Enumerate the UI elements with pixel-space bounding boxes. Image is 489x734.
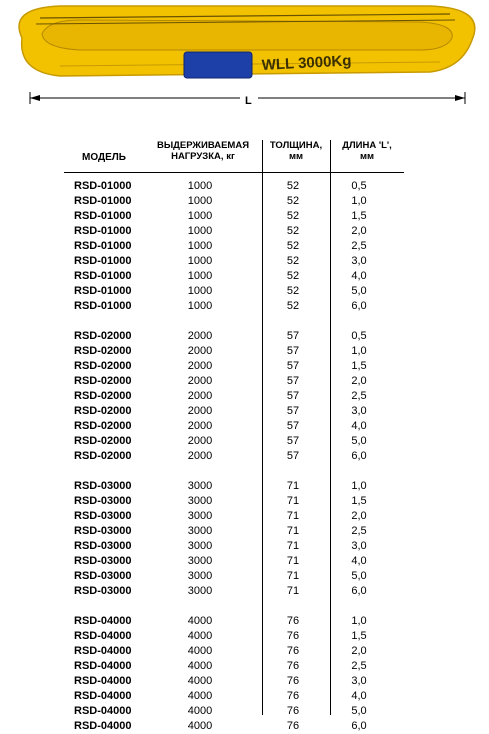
- model-cell: RSD-02000: [74, 450, 132, 462]
- header-load: ВЫДЕРЖИВАЕМАЯ НАГРУЗКА, кг: [156, 140, 250, 162]
- table-row: [64, 254, 404, 269]
- length-cell: 1,0: [351, 345, 367, 357]
- length-cell: 2,5: [351, 240, 367, 252]
- table-row: [64, 284, 404, 299]
- length-cell: 1,5: [351, 630, 367, 642]
- length-cell: 2,5: [351, 660, 367, 672]
- length-cell: 6,0: [351, 720, 367, 732]
- model-cell: RSD-02000: [74, 330, 132, 342]
- sling-tag: [184, 52, 252, 78]
- load-cell: 1000: [187, 240, 213, 252]
- length-cell: 1,0: [351, 615, 367, 627]
- length-cell: 2,5: [351, 390, 367, 402]
- load-cell: 2000: [187, 420, 213, 432]
- table-row: [64, 494, 404, 509]
- load-cell: 1000: [187, 285, 213, 297]
- thickness-cell: 71: [286, 585, 300, 597]
- model-cell: RSD-04000: [74, 720, 132, 732]
- length-cell: 0,5: [351, 180, 367, 192]
- table-row: [64, 479, 404, 494]
- thickness-cell: 76: [286, 705, 300, 717]
- model-cell: RSD-02000: [74, 435, 132, 447]
- table-row: [64, 509, 404, 524]
- load-cell: 3000: [187, 585, 213, 597]
- model-cell: RSD-01000: [74, 300, 132, 312]
- thickness-cell: 57: [286, 360, 300, 372]
- thickness-cell: 57: [286, 420, 300, 432]
- thickness-cell: 71: [286, 555, 300, 567]
- load-cell: 2000: [187, 435, 213, 447]
- thickness-cell: 57: [286, 390, 300, 402]
- load-cell: 2000: [187, 405, 213, 417]
- length-cell: 5,0: [351, 705, 367, 717]
- model-cell: RSD-01000: [74, 285, 132, 297]
- thickness-cell: 71: [286, 480, 300, 492]
- model-cell: RSD-01000: [74, 180, 132, 192]
- model-cell: RSD-03000: [74, 585, 132, 597]
- length-cell: 3,0: [351, 675, 367, 687]
- length-cell: 2,0: [351, 225, 367, 237]
- length-cell: 2,0: [351, 375, 367, 387]
- table-row: [64, 434, 404, 449]
- load-cell: 1000: [187, 300, 213, 312]
- thickness-cell: 71: [286, 525, 300, 537]
- table-row: [64, 614, 404, 629]
- thickness-cell: 52: [286, 300, 300, 312]
- model-cell: RSD-01000: [74, 225, 132, 237]
- table-row: [64, 554, 404, 569]
- table-row: [64, 224, 404, 239]
- length-cell: 4,0: [351, 420, 367, 432]
- thickness-cell: 52: [286, 195, 300, 207]
- table-row: [64, 239, 404, 254]
- model-cell: RSD-02000: [74, 345, 132, 357]
- table-row: [64, 449, 404, 464]
- thickness-cell: 76: [286, 720, 300, 732]
- model-cell: RSD-04000: [74, 675, 132, 687]
- model-cell: RSD-02000: [74, 390, 132, 402]
- model-cell: RSD-04000: [74, 645, 132, 657]
- table-row: [64, 209, 404, 224]
- length-cell: 2,0: [351, 510, 367, 522]
- thickness-cell: 76: [286, 675, 300, 687]
- load-cell: 3000: [187, 525, 213, 537]
- thickness-cell: 76: [286, 615, 300, 627]
- length-cell: 3,0: [351, 255, 367, 267]
- table-row: [64, 674, 404, 689]
- load-cell: 3000: [187, 495, 213, 507]
- length-cell: 5,0: [351, 570, 367, 582]
- load-cell: 3000: [187, 570, 213, 582]
- thickness-cell: 76: [286, 690, 300, 702]
- model-cell: RSD-04000: [74, 660, 132, 672]
- model-cell: RSD-04000: [74, 630, 132, 642]
- header-thickness: ТОЛЩИНА, мм: [269, 140, 323, 162]
- length-cell: 1,0: [351, 480, 367, 492]
- thickness-cell: 57: [286, 375, 300, 387]
- load-cell: 4000: [187, 660, 213, 672]
- table-row: [64, 359, 404, 374]
- model-cell: RSD-03000: [74, 495, 132, 507]
- table-row: [64, 629, 404, 644]
- model-cell: RSD-02000: [74, 360, 132, 372]
- thickness-cell: 71: [286, 540, 300, 552]
- thickness-cell: 76: [286, 645, 300, 657]
- sling-photo: [0, 0, 489, 120]
- load-cell: 4000: [187, 615, 213, 627]
- table-row: [64, 179, 404, 194]
- length-cell: 4,0: [351, 270, 367, 282]
- length-cell: 2,0: [351, 645, 367, 657]
- load-cell: 3000: [187, 540, 213, 552]
- header-length: ДЛИНА 'L', мм: [342, 140, 392, 162]
- model-cell: RSD-03000: [74, 540, 132, 552]
- load-cell: 3000: [187, 480, 213, 492]
- load-cell: 4000: [187, 630, 213, 642]
- table-row: [64, 269, 404, 284]
- load-cell: 2000: [187, 345, 213, 357]
- model-cell: RSD-03000: [74, 525, 132, 537]
- length-cell: 3,0: [351, 540, 367, 552]
- thickness-cell: 57: [286, 330, 300, 342]
- table-row: [64, 659, 404, 674]
- length-cell: 4,0: [351, 555, 367, 567]
- load-cell: 2000: [187, 330, 213, 342]
- table-row: [64, 569, 404, 584]
- model-cell: RSD-01000: [74, 270, 132, 282]
- load-cell: 3000: [187, 555, 213, 567]
- table-row: [64, 344, 404, 359]
- thickness-cell: 57: [286, 450, 300, 462]
- model-cell: RSD-04000: [74, 705, 132, 717]
- model-cell: RSD-04000: [74, 690, 132, 702]
- length-cell: 6,0: [351, 300, 367, 312]
- length-cell: 5,0: [351, 285, 367, 297]
- table-row: [64, 299, 404, 314]
- thickness-cell: 76: [286, 630, 300, 642]
- model-cell: RSD-02000: [74, 420, 132, 432]
- load-cell: 4000: [187, 690, 213, 702]
- thickness-cell: 76: [286, 660, 300, 672]
- length-cell: 1,5: [351, 360, 367, 372]
- table-header-rule: [64, 172, 404, 173]
- length-cell: 1,5: [351, 495, 367, 507]
- table-row: [64, 419, 404, 434]
- length-cell: 6,0: [351, 450, 367, 462]
- load-cell: 2000: [187, 360, 213, 372]
- length-cell: 2,5: [351, 525, 367, 537]
- load-cell: 3000: [187, 510, 213, 522]
- table-row: [64, 644, 404, 659]
- thickness-cell: 57: [286, 345, 300, 357]
- model-cell: RSD-01000: [74, 210, 132, 222]
- thickness-cell: 52: [286, 180, 300, 192]
- load-cell: 1000: [187, 270, 213, 282]
- thickness-cell: 52: [286, 255, 300, 267]
- length-cell: 3,0: [351, 405, 367, 417]
- thickness-cell: 57: [286, 435, 300, 447]
- thickness-cell: 71: [286, 495, 300, 507]
- header-model: МОДЕЛЬ: [82, 152, 126, 163]
- model-cell: RSD-03000: [74, 570, 132, 582]
- table-row: [64, 719, 404, 734]
- model-cell: RSD-04000: [74, 615, 132, 627]
- load-cell: 4000: [187, 675, 213, 687]
- table-row: [64, 584, 404, 599]
- load-cell: 4000: [187, 705, 213, 717]
- thickness-cell: 57: [286, 405, 300, 417]
- thickness-cell: 52: [286, 285, 300, 297]
- table-row: [64, 539, 404, 554]
- thickness-cell: 52: [286, 270, 300, 282]
- thickness-cell: 71: [286, 510, 300, 522]
- sling-label: WLL 3000Kg: [261, 52, 352, 74]
- load-cell: 1000: [187, 195, 213, 207]
- length-cell: 1,0: [351, 195, 367, 207]
- model-cell: RSD-03000: [74, 480, 132, 492]
- load-cell: 1000: [187, 225, 213, 237]
- table-row: [64, 524, 404, 539]
- load-cell: 1000: [187, 210, 213, 222]
- dimension-label: L: [245, 95, 252, 107]
- length-cell: 4,0: [351, 690, 367, 702]
- load-cell: 4000: [187, 720, 213, 732]
- table-row: [64, 329, 404, 344]
- thickness-cell: 52: [286, 210, 300, 222]
- table-row: [64, 404, 404, 419]
- load-cell: 2000: [187, 375, 213, 387]
- model-cell: RSD-02000: [74, 375, 132, 387]
- length-cell: 1,5: [351, 210, 367, 222]
- table-row: [64, 374, 404, 389]
- load-cell: 4000: [187, 645, 213, 657]
- load-cell: 2000: [187, 390, 213, 402]
- table-row: [64, 704, 404, 719]
- model-cell: RSD-03000: [74, 510, 132, 522]
- model-cell: RSD-01000: [74, 195, 132, 207]
- model-cell: RSD-01000: [74, 240, 132, 252]
- thickness-cell: 52: [286, 225, 300, 237]
- thickness-cell: 71: [286, 570, 300, 582]
- model-cell: RSD-01000: [74, 255, 132, 267]
- table-row: [64, 194, 404, 209]
- sling-inner: [42, 20, 452, 50]
- length-cell: 0,5: [351, 330, 367, 342]
- model-cell: RSD-02000: [74, 405, 132, 417]
- length-cell: 5,0: [351, 435, 367, 447]
- table-row: [64, 689, 404, 704]
- load-cell: 1000: [187, 180, 213, 192]
- load-cell: 1000: [187, 255, 213, 267]
- model-cell: RSD-03000: [74, 555, 132, 567]
- thickness-cell: 52: [286, 240, 300, 252]
- load-cell: 2000: [187, 450, 213, 462]
- length-cell: 6,0: [351, 585, 367, 597]
- table-row: [64, 389, 404, 404]
